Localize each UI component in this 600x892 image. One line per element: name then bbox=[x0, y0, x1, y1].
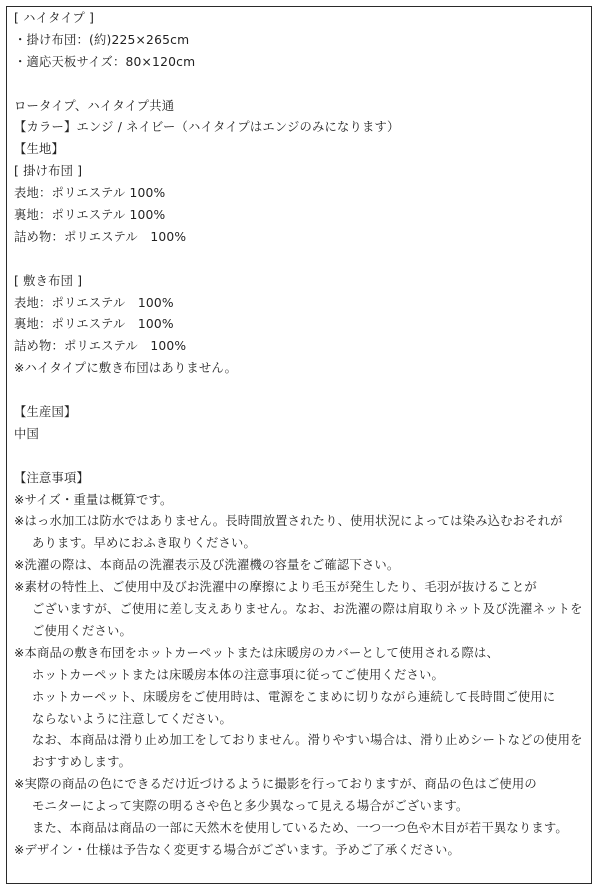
note-line: ホットカーペットまたは床暖房本体の注意事項に従ってご使用ください。 bbox=[32, 667, 445, 682]
note-line: あります。早めにおふき取りください。 bbox=[32, 536, 256, 551]
shikibuton-inner: 裏地：ポリエステル 100% bbox=[14, 317, 174, 332]
color-line: 【カラー】エンジ / ネイビー（ハイタイプはエンジのみになります） bbox=[14, 120, 400, 135]
shikibuton-heading: [ 敷き布団 ] bbox=[14, 273, 83, 288]
spec-panel bbox=[14, 8, 583, 862]
note-line: おすすめします。 bbox=[32, 755, 132, 770]
spacer bbox=[14, 380, 583, 402]
note-line: ※サイズ・重量は概算です。 bbox=[14, 492, 173, 507]
note-line: ※本商品の敷き布団をホットカーペットまたは床暖房のカバーとして使用される際は、 bbox=[14, 645, 500, 660]
high-type-item-table-size: ・適応天板サイズ：80×120cm bbox=[14, 54, 196, 69]
high-type-heading: [ ハイタイプ ] bbox=[14, 11, 95, 25]
note-line: ※実際の商品の色にできるだけ近づけるように撮影を行っておりますが、商品の色はご使用の bbox=[14, 777, 537, 792]
note-line: ※はっ水加工は防水ではありません。長時間放置されたり、使用状況によっては染み込むおそれが bbox=[14, 514, 563, 529]
shikibuton-note: ※ハイタイプに敷き布団はありません。 bbox=[14, 361, 238, 376]
origin-value: 中国 bbox=[14, 426, 39, 441]
note-line: また、本商品は商品の一部に天然木を使用しているため、一つ一つ色や木目が若干異なります。 bbox=[32, 820, 568, 835]
note-line: ※デザイン・仕様は予告なく変更する場合がございます。予めご了承ください。 bbox=[14, 842, 461, 857]
note-line: ございますが、ご使用に差し支えありません。なお、お洗濯の際は肩取りネット及び洗濯ネットを bbox=[32, 602, 583, 617]
fabric-heading: 【生地】 bbox=[14, 142, 64, 157]
kakebuton-filling: 詰め物：ポリエステル 100% bbox=[14, 229, 187, 244]
note-line: ホットカーペット、床暖房をご使用時は、電源をこまめに切りながら連続して長時間ご使用に bbox=[32, 689, 556, 704]
kakebuton-outer: 表地：ポリエステル 100% bbox=[14, 186, 166, 201]
spacer bbox=[14, 249, 583, 271]
spacer bbox=[14, 446, 583, 468]
notes-heading: 【注意事項】 bbox=[14, 470, 89, 485]
shikibuton-filling: 詰め物：ポリエステル 100% bbox=[14, 339, 187, 354]
common-heading: ロータイプ、ハイタイプ共通 bbox=[14, 98, 175, 113]
kakebuton-inner: 裏地：ポリエステル 100% bbox=[14, 208, 166, 223]
origin-heading: 【生産国】 bbox=[14, 405, 77, 420]
note-line: ならないように注意してください。 bbox=[32, 711, 232, 726]
shikibuton-outer: 表地：ポリエステル 100% bbox=[14, 295, 174, 310]
spacer bbox=[14, 74, 583, 96]
note-line: ※洗濯の際は、本商品の洗濯表示及び洗濯機の容量をご確認下さい。 bbox=[14, 558, 400, 573]
note-line: ご使用ください。 bbox=[32, 623, 132, 638]
note-line: なお、本商品は滑り止め加工をしておりません。滑りやすい場合は、滑り止めシートなどの使用を bbox=[32, 733, 583, 748]
kakebuton-heading: [ 掛け布団 ] bbox=[14, 164, 83, 179]
note-line: モニターによって実際の明るさや色と多少異なって見える場合がございます。 bbox=[32, 799, 469, 814]
high-type-item-kakebuton-size: ・掛け布団：(約)225×265cm bbox=[14, 32, 190, 47]
note-line: ※素材の特性上、ご使用中及びお洗濯中の摩擦により毛玉が発生したり、毛羽が抜けることが bbox=[14, 580, 537, 595]
